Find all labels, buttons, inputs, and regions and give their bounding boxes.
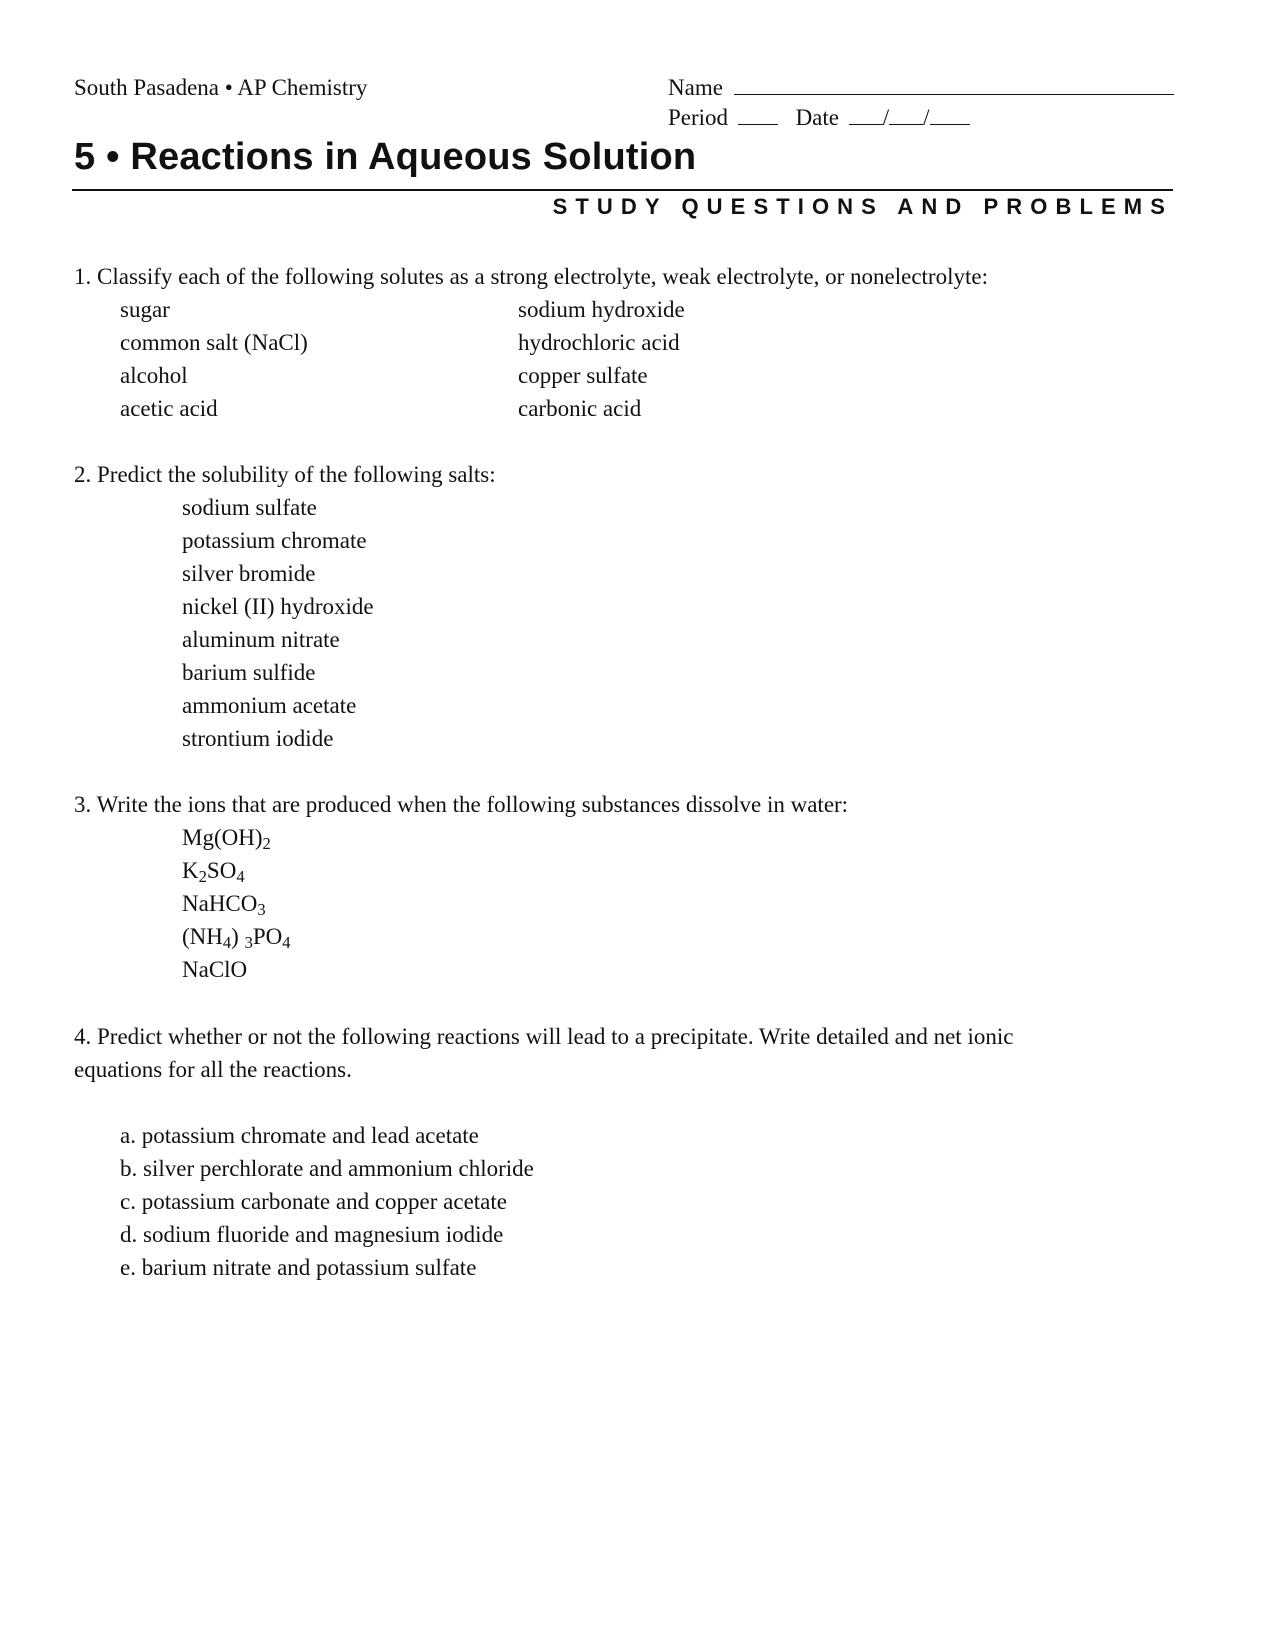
list-item: a. potassium chromate and lead acetate [120, 1123, 479, 1148]
formula-text: Mg(OH) [182, 825, 263, 850]
title-rule [72, 189, 1173, 191]
list-item: b. silver perchlorate and ammonium chloride [120, 1156, 534, 1181]
formula-subscript: 3 [257, 900, 266, 920]
list-item: barium sulfide [182, 660, 316, 685]
list-item: strontium iodide [182, 726, 334, 751]
list-item: ammonium acetate [182, 693, 357, 718]
list-item: d. sodium fluoride and magnesium iodide [120, 1222, 504, 1247]
list-item: alcohol [120, 363, 188, 388]
date-year-field[interactable] [930, 106, 970, 125]
question-1-prompt: 1. Classify each of the following solutes as a strong electrolyte, weak electrolyte, or nonelectrolyte: [74, 264, 988, 289]
formula-item [182, 958, 247, 981]
date-label: Date [795, 105, 839, 130]
question-4-prompt-line-2: equations for all the reactions. [74, 1057, 352, 1082]
formula-subscript: 2 [262, 834, 271, 854]
period-field[interactable] [738, 106, 778, 125]
list-item: hydrochloric acid [518, 330, 680, 355]
list-item: copper sulfate [518, 363, 648, 388]
formula-item [182, 825, 271, 854]
question-3-prompt: 3. Write the ions that are produced when the following substances dissolve in water: [74, 792, 849, 817]
list-item: aluminum nitrate [182, 627, 340, 652]
formula-text: ) [231, 924, 245, 949]
list-item: potassium chromate [182, 528, 367, 553]
formula-subscript: 4 [222, 933, 232, 953]
formula-subscript: 4 [282, 933, 291, 953]
date-month-field[interactable] [849, 106, 883, 125]
date-day-field[interactable] [889, 106, 923, 125]
formula-text: NaClO [182, 957, 248, 982]
formula-text: PO [252, 924, 283, 949]
formula-subscript: 2 [198, 867, 207, 887]
question-4-prompt-line-1: 4. Predict whether or not the following reactions will lead to a precipitate. Write detailed and net ionic [74, 1024, 1014, 1049]
list-item: nickel (II) hydroxide [182, 594, 374, 619]
school-course: South Pasadena • AP Chemistry [74, 75, 368, 100]
list-item: acetic acid [120, 396, 218, 421]
list-item: sodium sulfate [182, 495, 317, 520]
formula-text: (NH [182, 924, 223, 949]
list-item: c. potassium carbonate and copper acetate [120, 1189, 507, 1214]
name-field[interactable] [734, 76, 1174, 95]
formula-subscript: 4 [236, 867, 245, 887]
list-item: e. barium nitrate and potassium sulfate [120, 1255, 477, 1280]
page-title: 5 • Reactions in Aqueous Solution [74, 136, 697, 178]
formula-text: K [182, 858, 199, 883]
list-item: common salt (NaCl) [120, 330, 308, 355]
question-2-prompt: 2. Predict the solubility of the following salts: [74, 462, 496, 487]
date-separator: / [923, 105, 930, 130]
name-label: Name [668, 75, 723, 100]
period-label: Period [668, 105, 729, 130]
list-item: sugar [120, 297, 170, 322]
page-subtitle: STUDY QUESTIONS AND PROBLEMS [552, 194, 1173, 219]
formula-item [182, 924, 291, 953]
list-item: sodium hydroxide [518, 297, 685, 322]
date-separator: / [882, 105, 890, 130]
formula-item [182, 891, 266, 920]
list-item: carbonic acid [518, 396, 642, 421]
formula-item [182, 858, 245, 887]
formula-subscript: 3 [244, 933, 253, 953]
formula-text: SO [206, 858, 237, 883]
formula-text: NaHCO [182, 891, 258, 916]
period-date-line [668, 106, 970, 129]
name-line [668, 76, 1174, 99]
list-item: silver bromide [182, 561, 316, 586]
